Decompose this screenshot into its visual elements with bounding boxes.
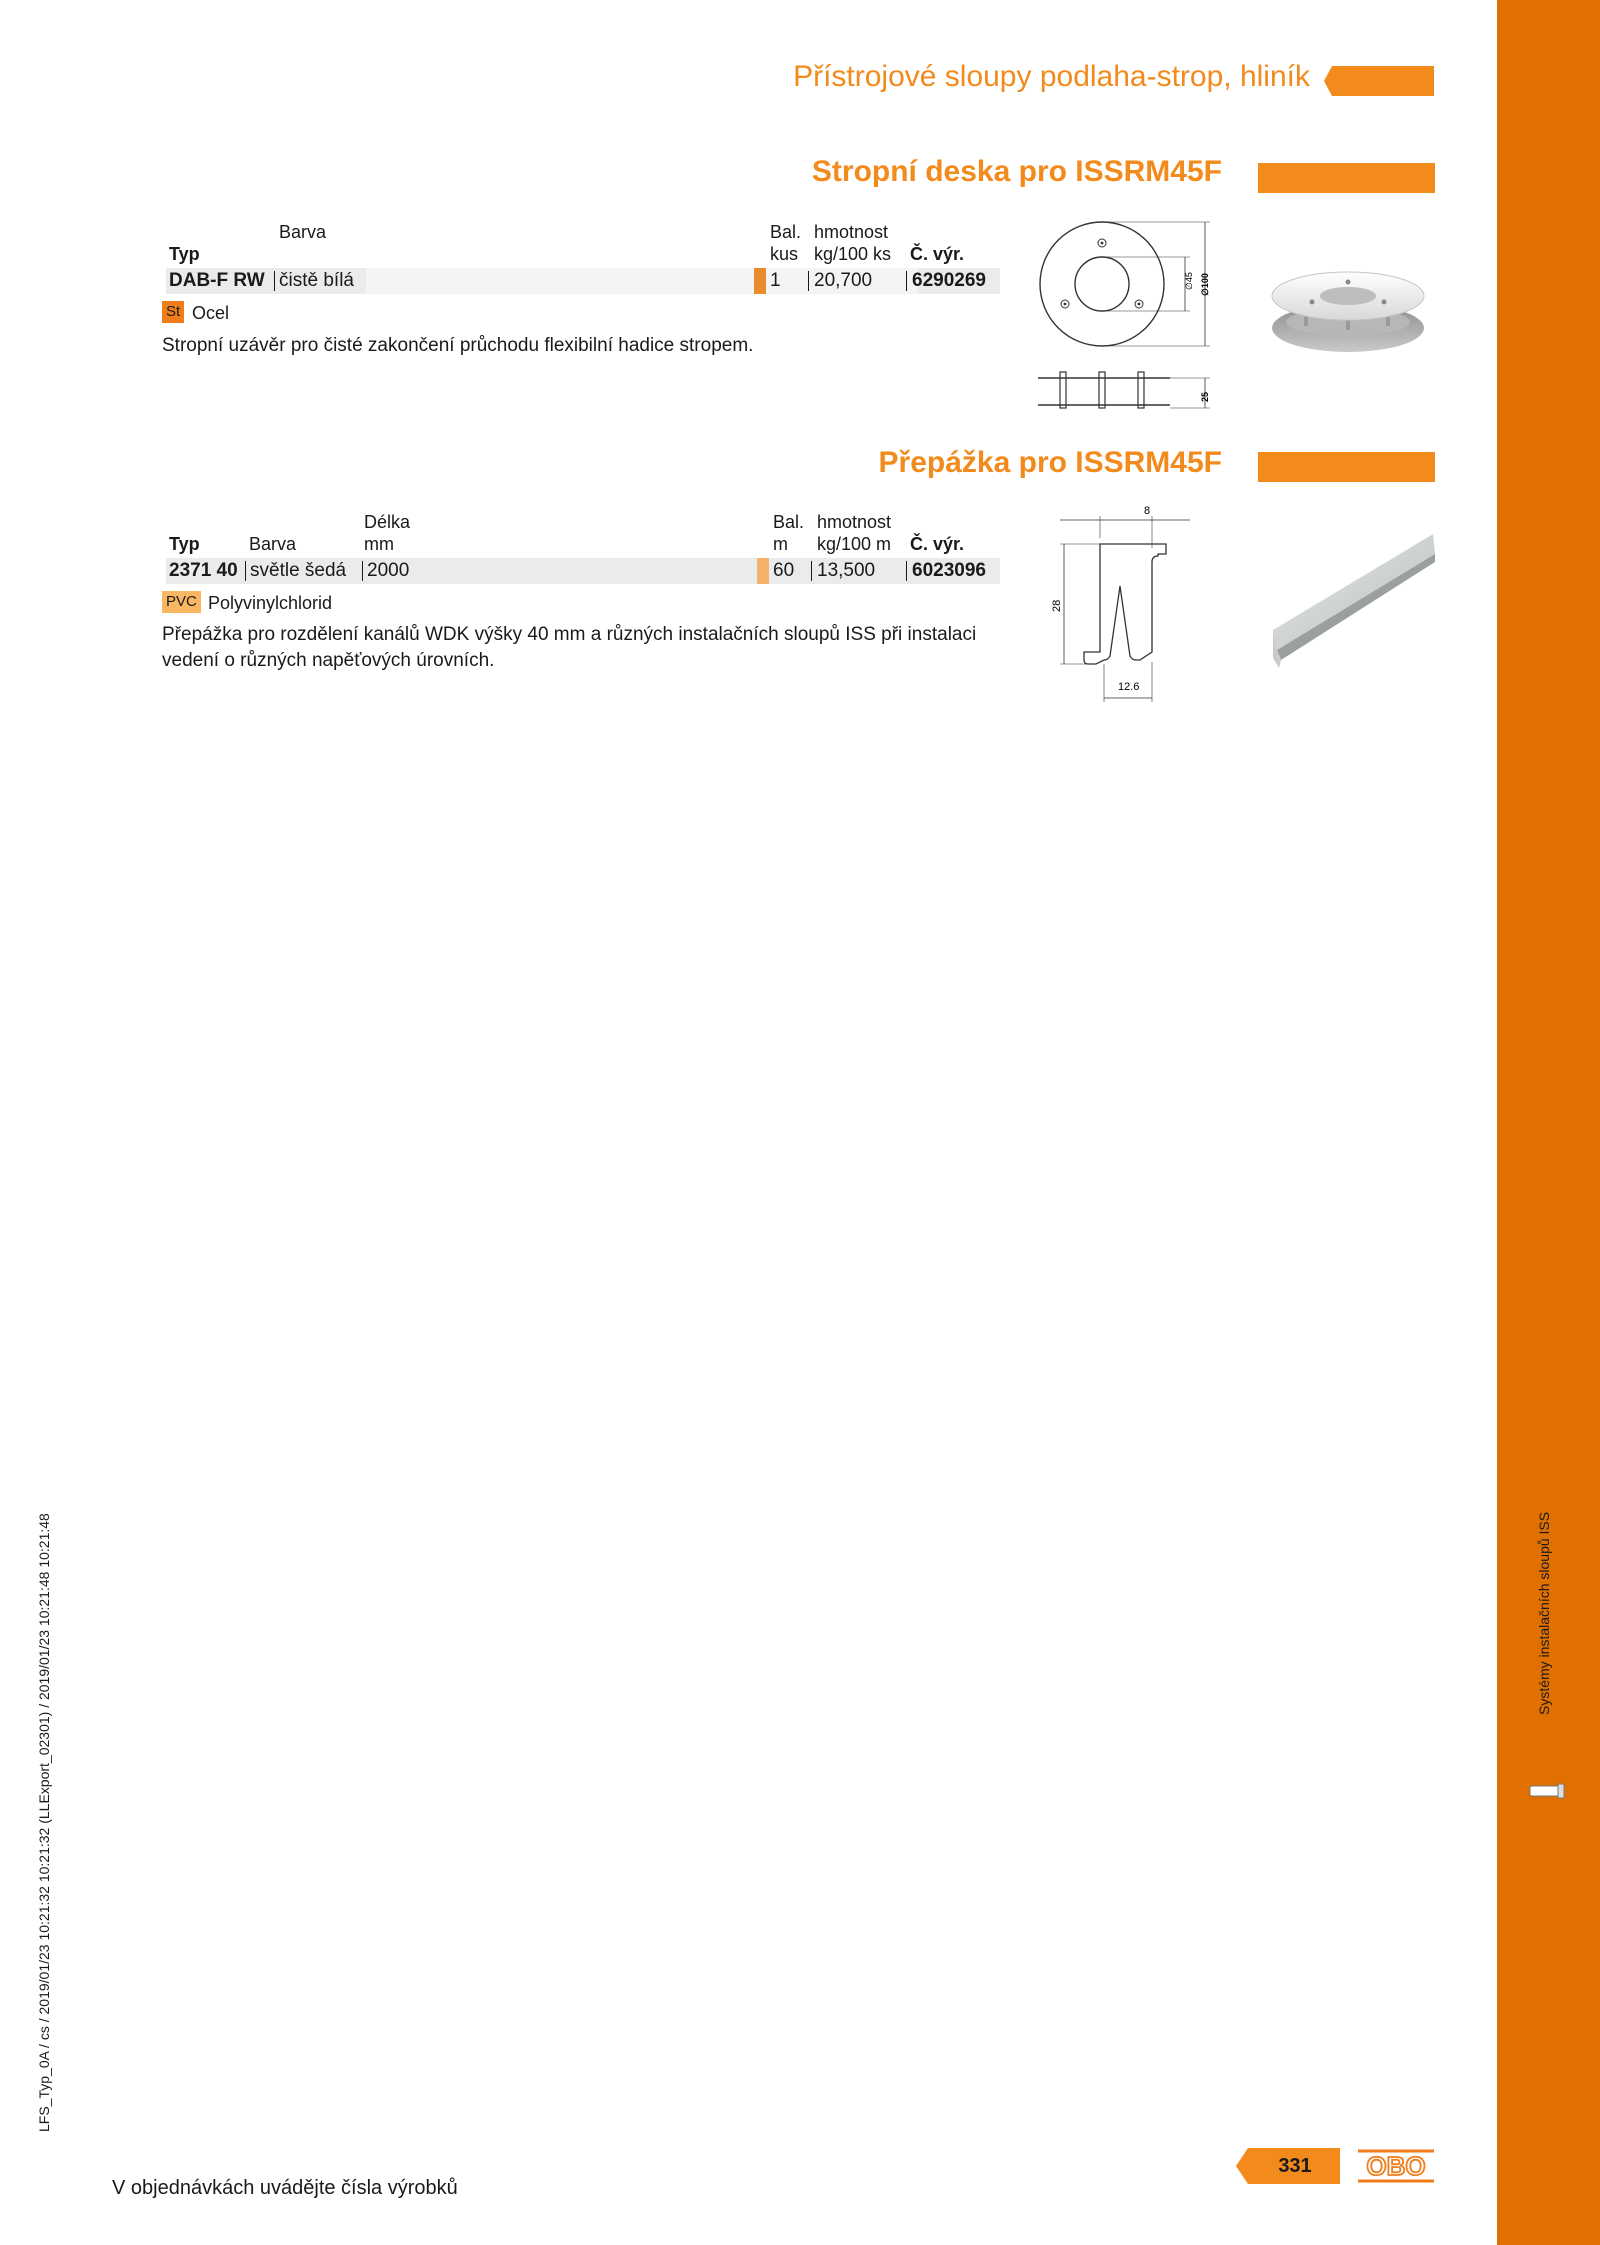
material-badge: PVC [162, 591, 201, 613]
divider [245, 561, 246, 581]
row-marker [757, 558, 769, 584]
row-color: čistě bílá [279, 270, 354, 291]
side-band [1497, 0, 1600, 2245]
row-color: světle šedá [250, 560, 347, 581]
logo-text: OBO [1366, 2151, 1426, 2181]
row-article: 6290269 [912, 270, 986, 291]
section-accent-bar [1258, 163, 1435, 193]
header-weight: hmotnost [817, 512, 892, 532]
row-article: 6023096 [912, 560, 986, 581]
page-title: Přístrojové sloupy podlaha-strop, hliník [793, 60, 1310, 93]
divider [906, 271, 907, 291]
column-product-icon [1528, 1782, 1568, 1800]
product-photo-divider [1265, 530, 1435, 670]
row-weight: 13,500 [817, 560, 876, 581]
header-accent-bar [1324, 66, 1434, 96]
header-pack: Bal. [773, 512, 805, 532]
row-type: 2371 40 [169, 560, 238, 581]
obo-logo [1356, 2148, 1436, 2184]
row-length: 2000 [367, 560, 410, 581]
material-name: Polyvinylchlorid [208, 593, 333, 613]
row-marker [754, 268, 766, 294]
table-row [166, 268, 1000, 294]
footer-note: V objednávkách uvádějte čísla výrobků [112, 2177, 458, 2199]
material-name: Ocel [192, 303, 230, 323]
divider [274, 271, 275, 291]
section-accent-bar [1258, 452, 1435, 482]
header-article: Č. výr. [910, 244, 965, 264]
product-photo-plate [1268, 252, 1428, 362]
material-badge: St [162, 301, 184, 323]
row-pack: 1 [770, 270, 781, 291]
dim-inner: ∅45 [1184, 272, 1194, 290]
header-article: Č. výr. [910, 534, 965, 554]
dim-outer: ∅100 [1200, 273, 1210, 296]
dim-side: 28 [1051, 599, 1063, 612]
dim-bottom: 12.6 [1118, 681, 1140, 693]
header-type: Typ [169, 534, 200, 554]
header-pack: Bal. [770, 222, 802, 242]
technical-drawing-divider [1040, 502, 1190, 702]
dim-top: 8 [1144, 505, 1151, 517]
section-title-divider: Přepážka pro ISSRM45F [878, 446, 1222, 479]
section-title-ceiling-plate: Stropní deska pro ISSRM45F [811, 155, 1222, 188]
technical-drawing-plate [1030, 212, 1210, 412]
dim-height: 25 [1200, 391, 1210, 402]
header-pack-unit: m [773, 534, 788, 554]
page-number: 331 [1278, 2155, 1312, 2177]
header-weight-unit: kg/100 m [817, 534, 892, 554]
header-color: Barva [279, 222, 327, 242]
header-color: Barva [249, 534, 297, 554]
header-weight: hmotnost [814, 222, 889, 242]
header-weight-unit: kg/100 ks [814, 244, 892, 264]
header-length-unit: mm [364, 534, 394, 554]
row-pack: 60 [773, 560, 795, 581]
divider [906, 561, 907, 581]
row-weight: 20,700 [814, 270, 873, 291]
product-description: Stropní uzávěr pro čisté zakončení průchodu flexibilní hadice stropem. [162, 335, 754, 356]
header-pack-unit: kus [770, 244, 799, 264]
header-type: Typ [169, 244, 200, 264]
header-length: Délka [364, 512, 411, 532]
table-row [166, 558, 1000, 584]
divider [362, 561, 363, 581]
divider [811, 561, 812, 581]
product-description: Přepážka pro rozdělení kanálů WDK výšky 40 mm a různých instalačních sloupů ISS při instalaci vedení o různých napěťových úrovních. [162, 624, 977, 671]
row-type: DAB-F RW [169, 270, 265, 291]
divider [808, 271, 809, 291]
